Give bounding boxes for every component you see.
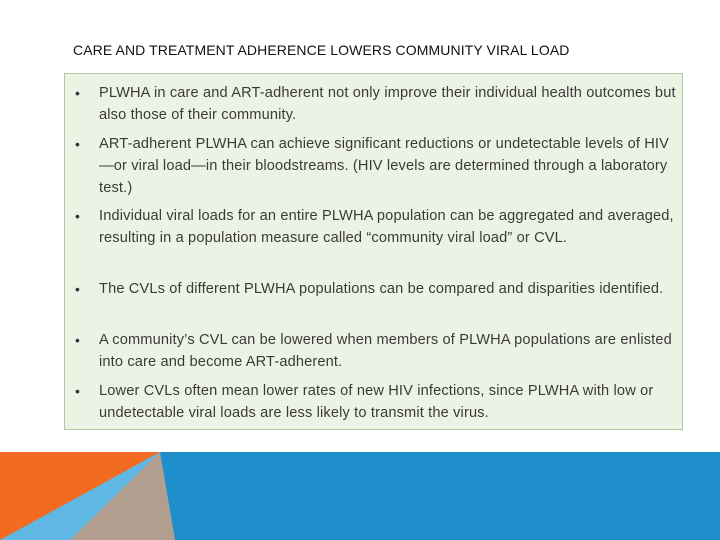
bullet-text: Lower CVLs often mean lower rates of new HIV infections, since PLWHA with low or undetectable viral loads are less likely to transmit the virus.: [99, 383, 654, 421]
bullet-marker: •: [75, 281, 80, 297]
bullet-text: PLWHA in care and ART-adherent not only improve their individual health outcomes but also those of their community.: [99, 85, 676, 123]
footer-decoration: [0, 452, 720, 540]
bullet-marker: •: [75, 208, 80, 224]
bullet-text: Individual viral loads for an entire PLWHA population can be aggregated and averaged, resulting in a population measure called “community viral load” or CVL.: [99, 208, 674, 246]
bullet-marker: •: [75, 136, 80, 152]
bullet-marker: •: [75, 383, 80, 399]
slide-title: CARE AND TREATMENT ADHERENCE LOWERS COMMUNITY VIRAL LOAD: [73, 42, 570, 58]
bullet-marker: •: [75, 332, 80, 348]
bullet-text: The CVLs of different PLWHA populations can be compared and disparities identified.: [99, 281, 664, 297]
content-box: [64, 73, 683, 430]
bullet-marker: •: [75, 85, 80, 101]
bullet-text: ART-adherent PLWHA can achieve significant reductions or undetectable levels of HIV—or viral load—in their bloodstreams. (HIV levels are determined through a laboratory test.): [99, 136, 670, 196]
bullet-text: A community’s CVL can be lowered when members of PLWHA populations are enlisted into care and become ART-adherent.: [99, 332, 672, 370]
